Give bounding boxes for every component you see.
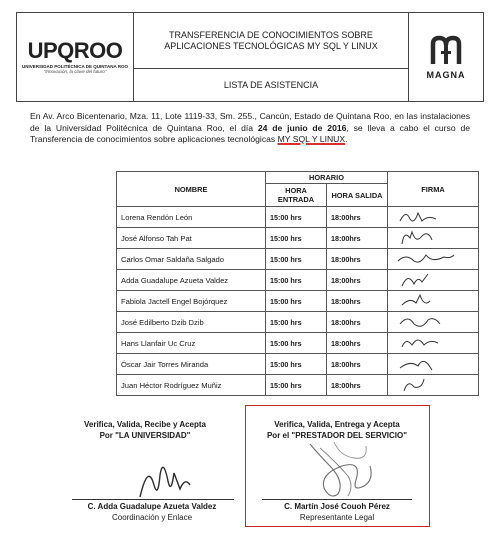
document-title xyxy=(134,13,408,69)
footer-right-role: Representante Legal xyxy=(299,513,375,522)
table-row xyxy=(117,354,479,375)
footer-right-line1: Verifica, Valida, Entrega y Acepta xyxy=(274,420,400,429)
footer-left-block xyxy=(60,419,230,441)
table-row xyxy=(117,375,479,396)
document-title-line1: TRANSFERENCIA DE CONOCIMIENTOS SOBRE xyxy=(169,29,373,40)
attendance-table xyxy=(116,171,479,396)
signature-icon xyxy=(392,291,462,309)
table-row xyxy=(117,312,479,333)
attendee-time-out: 18:00hrs xyxy=(327,312,388,333)
signature-icon xyxy=(392,354,462,372)
signature-icon xyxy=(392,207,462,225)
magna-emblem-icon xyxy=(429,34,463,68)
footer-left-line1: Verifica, Valida, Recibe y Acepta xyxy=(84,420,206,429)
table-row xyxy=(117,291,479,312)
attendee-time-out: 18:00hrs xyxy=(327,270,388,291)
footer-left-line2: Por "LA UNIVERSIDAD" xyxy=(99,431,191,440)
attendee-time-out: 18:00hrs xyxy=(327,228,388,249)
upqroo-logo xyxy=(17,13,134,101)
event-date: 24 de junio de 2016 xyxy=(257,122,347,133)
attendee-signature xyxy=(388,375,479,396)
attendee-signature xyxy=(388,354,479,375)
attendee-time-out: 18:00hrs xyxy=(327,354,388,375)
attendee-time-out: 18:00hrs xyxy=(327,207,388,228)
attendee-time-in: 15:00 hrs xyxy=(266,249,327,270)
attendee-signature xyxy=(388,207,479,228)
column-header-in: HORA ENTRADA xyxy=(266,184,327,207)
attendee-time-out: 18:00hrs xyxy=(327,249,388,270)
signature-line-left xyxy=(72,499,234,500)
footer-right-line2: Por el "PRESTADOR DEL SERVICIO" xyxy=(266,431,408,440)
attendance-rows xyxy=(117,207,479,396)
signature-left-icon xyxy=(130,455,200,503)
intro-paragraph xyxy=(30,111,470,146)
upqroo-logo-slogan: "Innovación, la clave del futuro" xyxy=(43,68,107,74)
upqroo-logo-text: UPQROO xyxy=(27,37,123,63)
footer-left-signer xyxy=(52,501,252,523)
footer-right-signer xyxy=(252,501,422,523)
attendee-signature xyxy=(388,333,479,354)
column-header-sign: FIRMA xyxy=(388,172,479,207)
attendee-name: Carlos Omar Saldaña Salgado xyxy=(117,249,266,270)
attendee-name: José Edilberto Dzib Dzib xyxy=(117,312,266,333)
paragraph-text-1: En Av. Arco Bicentenario, Mza. 11, Lote 1119-33, Sm. 255., Cancún, Estado de Quintana Roo, en las instalaciones de la Universidad Politécnica de Quintana Roo, el día xyxy=(30,111,470,133)
signature-icon xyxy=(392,228,462,246)
attendee-signature xyxy=(388,291,479,312)
attendee-name: Adda Guadalupe Azueta Valdez xyxy=(117,270,266,291)
attendee-time-in: 15:00 hrs xyxy=(266,270,327,291)
upqroo-logo-subtitle: UNIVERSIDAD POLITÉCNICA DE QUINTANA ROO xyxy=(21,63,129,69)
attendee-name: Fabiola Jactell Engel Bojórquez xyxy=(117,291,266,312)
footer-right-name: C. Martín José Couoh Pérez xyxy=(284,502,390,511)
table-row xyxy=(117,228,479,249)
attendee-time-in: 15:00 hrs xyxy=(266,207,327,228)
column-header-out: HORA SALIDA xyxy=(327,184,388,207)
document-subtitle: LISTA DE ASISTENCIA xyxy=(223,80,319,90)
magna-logo-text: MAGNA xyxy=(426,70,466,80)
table-row xyxy=(117,270,479,291)
signature-icon xyxy=(392,249,462,267)
signature-icon xyxy=(392,270,462,288)
signature-icon xyxy=(392,375,462,393)
table-row xyxy=(117,249,479,270)
table-row xyxy=(117,207,479,228)
attendee-name: José Alfonso Tah Pat xyxy=(117,228,266,249)
course-name: MY SQL Y LINUX xyxy=(277,134,346,144)
footer-left-role: Coordinación y Enlace xyxy=(111,513,193,522)
document-header xyxy=(16,12,484,102)
attendee-signature xyxy=(388,312,479,333)
attendee-name: Hans Llanfair Uc Cruz xyxy=(117,333,266,354)
attendee-time-in: 15:00 hrs xyxy=(266,354,327,375)
signature-line-right xyxy=(262,499,412,500)
signature-icon xyxy=(392,333,462,351)
attendee-name: Juan Héctor Rodríguez Muñiz xyxy=(117,375,266,396)
footer-left-name: C. Adda Guadalupe Azueta Valdez xyxy=(87,502,217,511)
signature-right-icon xyxy=(290,436,390,502)
attendee-name: Lorena Rendón León xyxy=(117,207,266,228)
attendee-time-in: 15:00 hrs xyxy=(266,333,327,354)
table-row xyxy=(117,333,479,354)
column-header-horario: HORARIO xyxy=(266,172,388,184)
signature-icon xyxy=(392,312,462,330)
paragraph-end: . xyxy=(345,134,348,144)
attendee-signature xyxy=(388,228,479,249)
attendee-time-out: 18:00hrs xyxy=(327,333,388,354)
attendee-signature xyxy=(388,249,479,270)
magna-logo xyxy=(409,13,483,101)
paragraph-text-2: , se lleva a cabo el curso de Transferencia de conocimientos sobre aplicaciones tecnológicas xyxy=(30,122,470,144)
attendee-time-in: 15:00 hrs xyxy=(266,228,327,249)
attendee-time-in: 15:00 hrs xyxy=(266,312,327,333)
header-title-block xyxy=(134,13,409,101)
document-title-line2: APLICACIONES TECNOLÓGICAS MY SQL Y LINUX xyxy=(164,40,378,51)
attendee-time-in: 15:00 hrs xyxy=(266,375,327,396)
column-header-name: NOMBRE xyxy=(117,172,266,207)
attendee-signature xyxy=(388,270,479,291)
attendee-time-in: 15:00 hrs xyxy=(266,291,327,312)
attendee-name: Óscar Jair Torres Miranda xyxy=(117,354,266,375)
attendee-time-out: 18:00hrs xyxy=(327,375,388,396)
attendee-time-out: 18:00hrs xyxy=(327,291,388,312)
